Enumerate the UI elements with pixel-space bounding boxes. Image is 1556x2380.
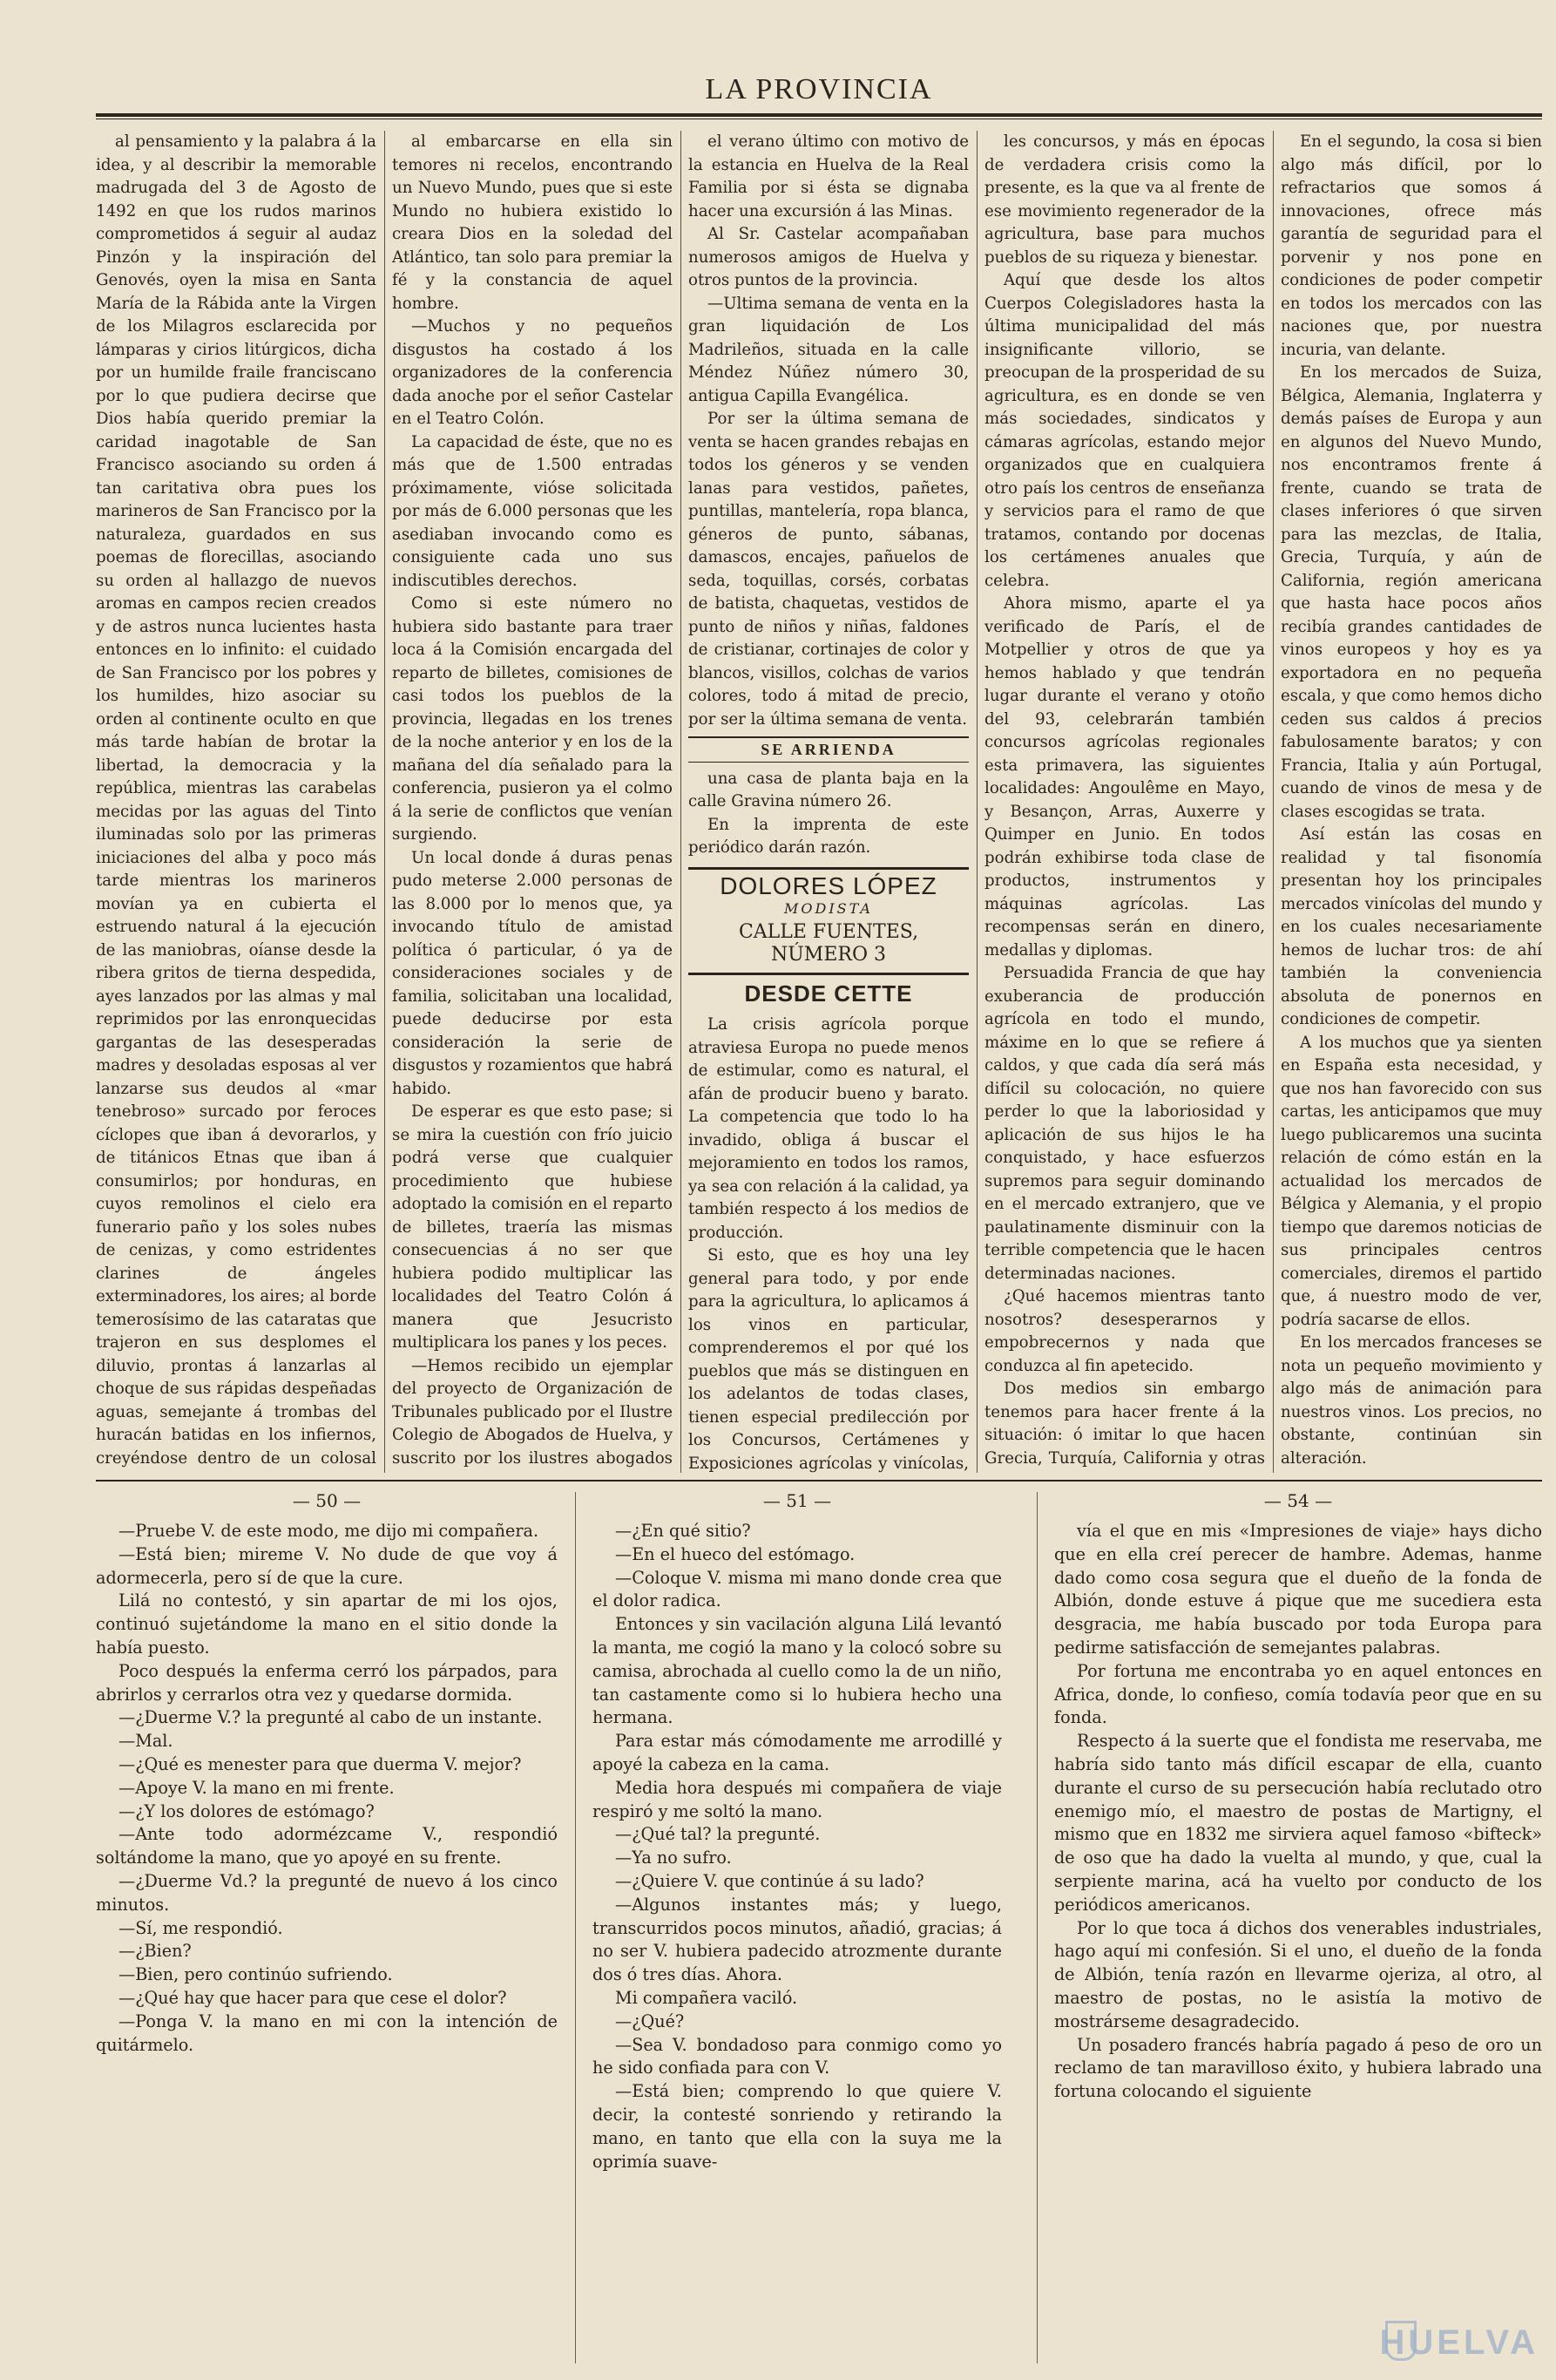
column-3 <box>688 131 969 1473</box>
paragraph: Así están las cosas en realidad y tal fisonomía presentan hoy los principales mercados vinícolas del mundo y en los cuales necesariamente hemos de luchar tros: de ahí también la conveniencia absoluta de ponernos en condiciones de competir. <box>1281 825 1542 1028</box>
paragraph: Como si este número no hubiera sido bastante para traer loca á la Comisión encargada del reparto de billetes, comisiones de casi todos los pueblos de la provincia, llegadas en los trenes de la noche anterior y en los de la mañana del día señalado para la conferencia, pusieron ya el colmo á la serie de conflictos que venían surgiendo. <box>392 594 673 844</box>
serial-page-51 <box>592 1490 1002 2370</box>
column-rule <box>977 131 978 1473</box>
paragraph: —Muchos y no pequeños disgustos ha costado á los organizadores de la conferencia dada anoche por el señor Castelar en el Teatro Colón. <box>392 317 673 428</box>
page-number: — 51 — <box>762 1490 832 1511</box>
archive-watermark: HUELVA <box>1379 2323 1539 2362</box>
paragraph: En los mercados de Suiza, Bélgica, Alemania, Inglaterra y demás países de Europa y aun en algunos del Nuevo Mundo, nos encontramos frente á frente, cuando se trata de clases inferiores ó que sirven para las mezclas, de Italia, Grecia, Turquía, y aún de California, región americana que hasta hace pocos años recibía grandes cantidades de vinos europeos y hoy es ya exportadora en no pequeña escala, y que como hemos dicho ceden sus caldos á precios fabulosamente baratos; y con Francia, Italia y aún Portugal, cuando de vinos de mesa y de clases escogidas se trata. <box>1281 363 1542 821</box>
paragraph: —¿Qué hay que hacer para que cese el dolor? <box>118 1987 507 2008</box>
column-rule <box>680 131 681 1473</box>
paragraph: al pensamiento y la palabra á la idea, y al describir la memorable madrugada del 3 de Agosto de 1492 en que los rudos marinos comprometidos á seguir al audaz Pinzón y la inspiración del Genovés, oyen la misa en Santa María de la Rábida ante la Virgen de los Milagros esclarecida por lámparas y cirios litúrgicos, dicha por un humilde fraile franciscano por lo que pudiera decirse que Dios había querido premiar la caridad inagotable de San Francisco asociando su orden á tan caritativa obra pues los marineros de San Francisco por la naturaleza, guardados en sus poemas de florecillas, asociando su orden al hallazgo de nuevos aromas en campos recien creados y de astros nunca lucientes hasta entonces en lo infinito: el cuidado de San Francisco por los pobres y los humildes, hizo asociar su orden al continente oculto en que más tarde habían de brotar la libertad, la democracia y la república, mientras las carabelas mecidas por las aguas del Tinto iluminadas solo por las primeras iniciaciones del alba y poco más tarde mientras los marineros movían ya en cubierta el estruendo natural á la ejecución de las maniobras, oíanse desde la ribera gritos de tierna despedida, ayes lanzados por las almas y mal reprimidos por las enronquecidas gargantas de las desesperadas madres y desoladas esposas al ver lanzarse sus deudos al «mar tenebroso» surcado por feroces cíclopes que iban á devorarlos, y de titánicos Etnas que iban á consumirlos; por honduras, en cuyos remolinos el cielo era funerario paño y los soles nubes de cenizas, y como estridentes clarines de ángeles exterminadores, los aires; al borde temerosísimo de las cataratas que trajeron en sus desplomes el diluvio, prontas á lanzarlas al choque de sus rápidas despeñadas aguas, semejante á trombas del huracán batidas en los infiernos, creyéndose dentro de un colosal <box>96 132 376 1468</box>
paragraph: —Está bien; comprendo lo que quiere V. decir, la contesté sonriendo y retirando la mano, en tanto que ella con la suya me la oprimía suave- <box>592 2081 1002 2172</box>
paragraph: A los muchos que ya sienten en España esta necesidad, y que nos han favorecido con sus cartas, les anticipamos que muy luego publicaremos una sucinta relación de cómo están en la actualidad los mercados de Bélgica y Alemania, y el propio tiempo que daremos noticias de sus principales centros comerciales, diremos el partido que, á nuestro modo de ver, podría sacarse de ellos. <box>1281 1033 1542 1329</box>
advert-address: CALLE FUENTES, NÚMERO 3 <box>738 920 919 966</box>
paragraph: les concursos, y más en épocas de verdadera crisis como la presente, es la que va al frente de ese movimiento regenerador de la agricultura, base para muchos pueblos de su riqueza y bienestar. <box>984 132 1265 267</box>
section-title: DESDE CETTE <box>744 980 913 1007</box>
page-divider <box>96 1480 1542 1482</box>
article-columns <box>96 131 1542 1473</box>
column-5 <box>1281 131 1542 1473</box>
dressmaker-advert <box>688 867 969 975</box>
column-rule <box>1037 1492 1038 2363</box>
serial-text <box>592 1520 1002 2173</box>
paragraph: —¿En qué sitio? <box>615 1521 751 1541</box>
paragraph: —En el hueco del estómago. <box>615 1543 856 1564</box>
paragraph: —Algunos instantes más; y luego, transcurridos pocos minutos, añadió, gracias; á no ser V. hubiera padecido atrozmente durante dos ó tres días. Ahora. <box>592 1894 1002 1985</box>
serial-page-50 <box>96 1490 558 2370</box>
paragraph: una casa de planta baja en la calle Gravina número 26. <box>688 769 969 810</box>
paragraph: Lilá no contestó, y sin apartar de mi los ojos, continuó sujetándome la mano en el sitio donde la había puesto. <box>96 1590 558 1658</box>
paragraph: Aquí que desde los altos Cuerpos Colegisladores hasta la última municipalidad del más insignificante villorio, se preocupan de la prosperidad de su agricultura, es en donde se ven más sociedades, sindicatos y cámaras agrícolas, estando mejor organizados que en cualquiera otro país los centros de enseñanza y servicios para el ramo de que tratamos, contando por docenas los certámenes anuales que celebra. <box>984 271 1265 590</box>
paragraph: el verano último con motivo de la estancia en Huelva de la Real Familia por si ésta se dignaba hacer una excursión á las Minas. <box>688 132 969 220</box>
paragraph: —Pruebe V. de este modo, me dijo mi compañera. <box>118 1521 539 1541</box>
paragraph: Media hora después mi compañera de viaje respiró y me soltó la mano. <box>592 1777 1002 1821</box>
paragraph: —¿Duerme V.? la pregunté al cabo de un instante. <box>118 1707 543 1728</box>
paragraph: —Ultima semana de venta en la gran liquidación de Los Madrileños, situada en la calle Méndez Núñez número 30, antigua Capilla Evangélica. <box>688 294 969 405</box>
paragraph: al embarcarse en ella sin temores ni recelos, encontrando un Nuevo Mundo, pues que si este Mundo no hubiera existido lo creara Dios en la soledad del Atlántico, tan solo para premiar la fé y la constancia de aquel hombre. <box>392 132 673 313</box>
paragraph: ¿Qué hacemos mientras tanto nosotros? desesperarnos y empobrecernos y nada que conduzca al fin apetecido. <box>984 1287 1265 1375</box>
paragraph: —¿Y los dolores de estómago? <box>118 1800 375 1821</box>
paragraph: —¿Duerme Vd.? la pregunté de nuevo á los cinco minutos. <box>96 1870 558 1915</box>
paragraph <box>1281 1470 1542 1473</box>
newspaper-title: LA PROVINCIA <box>705 73 933 105</box>
paragraph: Poco después la enferma cerró los párpados, para abrirlos y cerrarlos otra vez y quedarse dormida. <box>96 1660 558 1705</box>
page-number: — 54 — <box>1263 1490 1333 1511</box>
serial-page-54 <box>1054 1490 1542 2370</box>
advert-role: MODISTA <box>784 900 873 917</box>
for-rent-heading: SE ARRIENDA <box>688 736 969 763</box>
column-1 <box>96 131 376 1473</box>
paragraph: —Sea V. bondadoso para conmigo como yo he sido confiada para con V. <box>592 2034 1002 2078</box>
paragraph: vía el que en mis «Impresiones de viaje» hays dicho que en ella creí perecer de hambre. Ademas, hanme dado como cosa segura que el dueño de la fonda de Albión, donde estuve á pique que me sucediera esta desgracia, me había buscado por toda Europa para pedirme satisfacción de semejantes palabras. <box>1054 1521 1542 1658</box>
paragraph: En el segundo, la cosa si bien algo más difícil, por lo refractarios que somos á innovaciones, ofrece más garantía de seguridad para el porvenir y nos pone en condiciones de poder competir en todos los mercados con las naciones que, por nuestra incuria, van delante. <box>1281 132 1542 359</box>
paragraph: La crisis agrícola porque atraviesa Europa no puede menos de estimular, como es natural, el afán de producir bueno y barato. La competencia que todo lo ha invadido, obliga á buscar el mejoramiento en todos los ramos, ya sea con relación á la calidad, ya también respecto á los medios de producción. <box>688 1015 969 1242</box>
paragraph: —¿Quiere V. que continúe á su lado? <box>615 1870 924 1891</box>
paragraph: —Coloque V. misma mi mano donde crea que el dolor radica. <box>592 1567 1002 1611</box>
paragraph: Persuadida Francia de que hay exuberancia de producción agrícola en todo el mundo, máxime en lo que se refiere á caldos, y que cada día será más difícil su colocación, no quiere perder lo que la laboriosidad y aplicación de sus hijos le ha conquistado, y hace esfuerzos supremos para seguir dominando en el mercado extranjero, que ve paulatinamente disminuir con la terrible competencia que le hacen determinadas naciones. <box>984 964 1265 1283</box>
paragraph: —Apoye V. la mano en mi frente. <box>118 1777 395 1798</box>
masthead-rule <box>96 113 1542 117</box>
paragraph: —¿Qué tal? la pregunté. <box>615 1824 821 1845</box>
serial-text <box>1054 1520 1542 2104</box>
paragraph: Al Sr. Castelar acompañaban numerosos amigos de Huelva y otros puntos de la provincia. <box>688 225 969 289</box>
column-4 <box>984 131 1265 1473</box>
paragraph: —Ya no sufro. <box>615 1848 732 1868</box>
paragraph: —¿Bien? <box>118 1941 192 1962</box>
paragraph: Mi compañera vaciló. <box>615 1987 798 2008</box>
paragraph: La capacidad de éste, que no es más que de 1.500 entradas próximamente, vióse solicitada por más de 6.000 personas que les asediaban invocando como es consiguiente cada uno sus indiscutibles derechos. <box>392 432 673 590</box>
paragraph: —Ponga V. la mano en mi con la intención de quitármelo. <box>96 2010 558 2055</box>
paragraph: —Está bien; mireme V. No dude de que voy á adormecerla, pero sí de que la cure. <box>96 1543 558 1588</box>
paragraph: Respecto á la suerte que el fondista me reservaba, me habría sido tanto más difícil escapar de ella, cuanto durante el curso de su persecución había reclutado otro enemigo mío, el maestro de postas de Martigny, el mismo que en 1832 me sirviera aquel famoso «bifteck» de oso que ha dado la vuelta al mundo, y que, cual la serpiente marina, acá ha vuelto por conducto de los periódicos americanos. <box>1054 1731 1542 1915</box>
column-2 <box>392 131 673 1473</box>
paragraph: Dos medios sin embargo tenemos para hacer frente á la situación: ó imitar lo que hacen Grecia, Turquía, California y otras <box>984 1380 1265 1468</box>
paragraph: Por lo que toca á dichos dos venerables industriales, hago aquí mi confesión. Si el uno, el dueño de la fonda de Albión, tenía razón en llevarme ojeriza, al otro, al maestro de postas, no le asistía la motivo de mostrárseme desagradecido. <box>1054 1917 1542 2031</box>
paragraph: —Ante todo adormézcame V., respondió soltándome la mano, que yo apoyé en su frente. <box>96 1824 558 1868</box>
paragraph: —Hemos recibido un ejemplar del proyecto de Organización de Tribunales publicado por el Ilustre Colegio de Abogados de Huelva, y suscrito por los ilustres abogados <box>392 1356 673 1468</box>
paragraph: En los mercados franceses se nota un pequeño movimiento y algo más de animación para nuestros vinos. Los precios, no obstante, continúan sin alteración. <box>1281 1333 1542 1468</box>
paragraph: —¿Qué es menester para que duerma V. mejor? <box>118 1753 522 1774</box>
paragraph: Para estar más cómodamente me arrodillé y apoyé la cabeza en la cama. <box>592 1731 1002 1774</box>
paragraph: Entonces y sin vacilación alguna Lilá levantó la manta, me cogió la mano y la colocó sobre su camisa, abrochada al cuello como la de un niño, tan castamente como si lo hubiera hecho una hermana. <box>592 1614 1002 1728</box>
masthead <box>96 68 1542 120</box>
paragraph: —Mal. <box>118 1731 173 1752</box>
paragraph: De esperar es que esto pase; si se mira la cuestión con frío juicio podrá verse que cualquier procedimiento que hubiese adoptado la comisión en el reparto de billetes, traería las mismas consecuencias á no ser que hubiera podido multiplicar las localidades del Teatro Colón á manera que Jesucristo multiplicara los panes y los peces. <box>392 1102 673 1352</box>
serial-text <box>96 1520 558 2057</box>
paragraph: En la imprenta de este periódico darán razón. <box>688 815 969 857</box>
paragraph: Ahora mismo, aparte el ya verificado de París, el de Motpellier y otros de que ya hemos hablado y que tendrán lugar durante el verano y otoño del 93, celebrarán también concursos agrícolas regionales esta primavera, las siguientes localidades: Angoulême en Mayo, y Besançon, Arras, Auxerre y Quimper en Junio. En todos podrán exhibirse toda clase de productos, instrumentos y máquinas agrícolas. Las recompensas serán en dinero, medallas y diplomas. <box>984 594 1265 959</box>
paragraph: Por fortuna me encontraba yo en aquel entonces en Africa, donde, lo confieso, comía todavía peor que en su fonda. <box>1054 1660 1542 1728</box>
paragraph: —Sí, me respondió. <box>118 1917 283 1938</box>
column-rule <box>1273 131 1274 1473</box>
column-rule <box>384 131 385 1473</box>
paragraph: —Bien, pero continúo sufriendo. <box>118 1964 393 1985</box>
paragraph: —¿Qué? <box>615 2010 685 2031</box>
page-number: — 50 — <box>292 1490 362 1511</box>
column-rule <box>575 1492 576 2363</box>
paragraph: Si esto, que es hoy una ley general para todo, y por ende para la agricultura, lo aplicamos á los vinos en particular, comprenderemos el por qué los pueblos que más se distinguen en los adelantos de todas clases, tienen especial predilección por los Concursos, Certámenes y Exposiciones agrícolas y vinícolas, <box>688 1246 969 1473</box>
paragraph: Un posadero francés habría pagado á peso de oro un reclamo de tan maravilloso éxito, y hubiera labrado una fortuna colocando el siguiente <box>1054 2034 1542 2102</box>
advert-name: DOLORES LÓPEZ <box>720 871 937 899</box>
paragraph: Un local donde á duras penas pudo meterse 2.000 personas de las 8.000 por lo menos que, ya invocando título de amistad política ó particular, ó ya de consideraciones sociales y de familia, solicitaban una localidad, puede deducirse por esta consideración la serie de disgustos y rozamientos que habrá habido. <box>392 848 673 1098</box>
paragraph: Por ser la última semana de venta se hacen grandes rebajas en todos los géneros y se venden lanas para vestidos, pañetes, puntillas, mantelería, ropa blanca, géneros de punto, sábanas, damascos, encajes, pañuelos de seda, toquillas, corsés, corbatas de batista, chaquetas, vestidos de punto de niños y niñas, faldones de cristianar, cortinajes de color y blancos, visillos, colchas de varios colores, todo á mitad de precio, por ser la última semana de venta. <box>688 410 969 729</box>
